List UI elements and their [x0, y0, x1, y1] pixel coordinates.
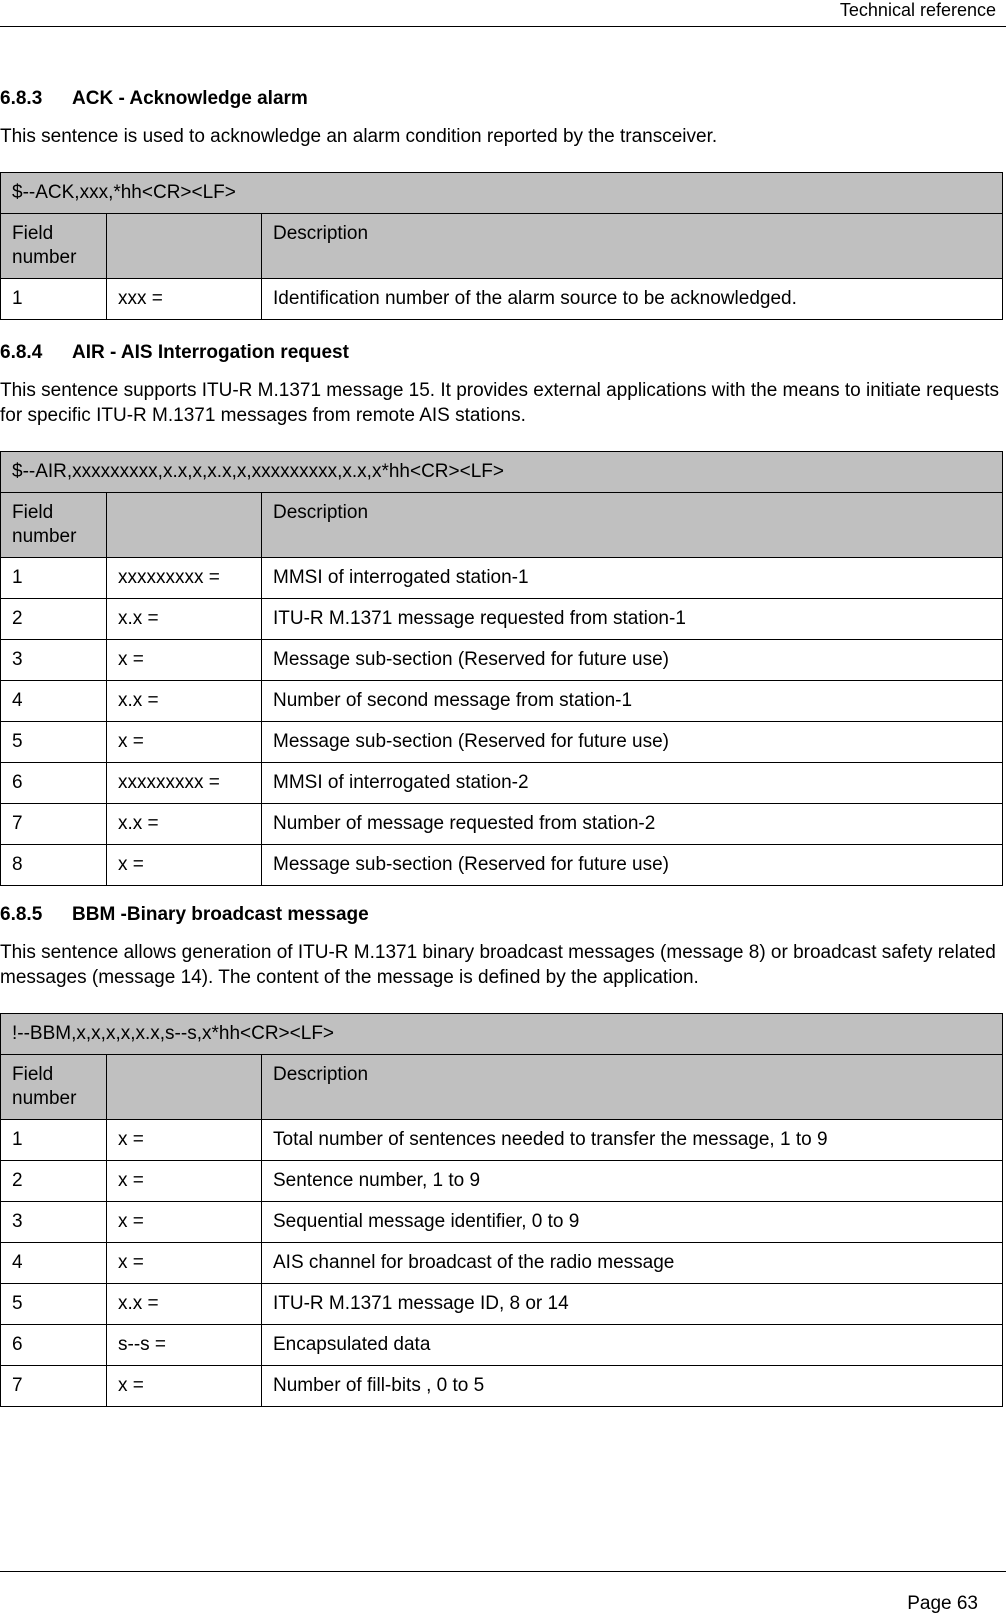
table-row [1, 1161, 1003, 1202]
field-description: Message sub-section (Reserved for future use) [262, 640, 1003, 681]
header-field-number: Field number [1, 493, 107, 558]
field-format: x.x = [107, 1284, 262, 1325]
field-description: Message sub-section (Reserved for future use) [262, 722, 1003, 763]
table-row [1, 722, 1003, 763]
header-blank [107, 214, 262, 279]
field-description: AIS channel for broadcast of the radio message [262, 1243, 1003, 1284]
section-number: 6.8.3 [0, 88, 43, 109]
field-format: x = [107, 1243, 262, 1284]
header-description: Description [262, 1055, 1003, 1120]
field-format: x.x = [107, 599, 262, 640]
field-format: xxx = [107, 279, 262, 320]
field-description: Number of message requested from station-2 [262, 804, 1003, 845]
running-header: Technical reference [839, 0, 996, 20]
field-description: ITU-R M.1371 message ID, 8 or 14 [262, 1284, 1003, 1325]
table-row [1, 763, 1003, 804]
table-row [1, 681, 1003, 722]
field-number: 4 [1, 1243, 107, 1284]
table-row [1, 1325, 1003, 1366]
field-number: 2 [1, 599, 107, 640]
sentence-syntax: $--ACK,xxx,*hh<CR><LF> [1, 173, 1003, 214]
field-format: x.x = [107, 804, 262, 845]
field-number: 8 [1, 845, 107, 886]
field-number: 1 [1, 279, 107, 320]
footer-divider [0, 1571, 1006, 1572]
syntax-row [1, 173, 1003, 214]
field-format: x = [107, 640, 262, 681]
table-row [1, 1243, 1003, 1284]
table-row [1, 640, 1003, 681]
field-format: x = [107, 1161, 262, 1202]
field-format: xxxxxxxxx = [107, 763, 262, 804]
header-divider [0, 26, 1006, 27]
field-description: Number of second message from station-1 [262, 681, 1003, 722]
table-row [1, 1120, 1003, 1161]
section-number: 6.8.4 [0, 342, 43, 363]
field-description: Sequential message identifier, 0 to 9 [262, 1202, 1003, 1243]
field-number: 3 [1, 1202, 107, 1243]
table-row [1, 599, 1003, 640]
sentence-table [0, 451, 1003, 886]
table-row [1, 558, 1003, 599]
field-number: 6 [1, 763, 107, 804]
page-number: Page 63 [907, 1593, 978, 1614]
field-number: 1 [1, 1120, 107, 1161]
field-description: MMSI of interrogated station-2 [262, 763, 1003, 804]
header-description: Description [262, 493, 1003, 558]
section-intro: This sentence is used to acknowledge an alarm condition reported by the transceiver. [0, 126, 718, 147]
field-description: Identification number of the alarm source to be acknowledged. [262, 279, 1003, 320]
table-row [1, 1284, 1003, 1325]
table-header-row [1, 1055, 1003, 1120]
field-description: Message sub-section (Reserved for future use) [262, 845, 1003, 886]
field-number: 7 [1, 1366, 107, 1407]
header-description: Description [262, 214, 1003, 279]
section-6-8-4 [0, 342, 1003, 886]
table-row [1, 279, 1003, 320]
field-number: 1 [1, 558, 107, 599]
section-6-8-5 [0, 904, 1003, 1407]
table-row [1, 1202, 1003, 1243]
sentence-table [0, 172, 1003, 320]
field-number: 5 [1, 722, 107, 763]
field-format: xxxxxxxxx = [107, 558, 262, 599]
field-format: x.x = [107, 681, 262, 722]
syntax-row [1, 1014, 1003, 1055]
field-format: s--s = [107, 1325, 262, 1366]
field-format: x = [107, 1120, 262, 1161]
field-description: Total number of sentences needed to transfer the message, 1 to 9 [262, 1120, 1003, 1161]
section-heading [0, 88, 1003, 110]
field-description: ITU-R M.1371 message requested from station-1 [262, 599, 1003, 640]
field-number: 7 [1, 804, 107, 845]
table-row [1, 804, 1003, 845]
table-row [1, 845, 1003, 886]
field-description: MMSI of interrogated station-1 [262, 558, 1003, 599]
section-number: 6.8.5 [0, 904, 43, 925]
header-field-number: Field number [1, 214, 107, 279]
field-number: 2 [1, 1161, 107, 1202]
field-format: x = [107, 1366, 262, 1407]
field-number: 4 [1, 681, 107, 722]
field-format: x = [107, 845, 262, 886]
section-heading [0, 904, 1003, 926]
sentence-syntax: $--AIR,xxxxxxxxx,x.x,x,x.x,x,xxxxxxxxx,x.x,x*hh<CR><LF> [1, 452, 1003, 493]
field-description: Sentence number, 1 to 9 [262, 1161, 1003, 1202]
field-number: 6 [1, 1325, 107, 1366]
field-description: Number of fill-bits , 0 to 5 [262, 1366, 1003, 1407]
field-format: x = [107, 722, 262, 763]
syntax-row [1, 452, 1003, 493]
sentence-syntax: !--BBM,x,x,x,x,x.x,s--s,x*hh<CR><LF> [1, 1014, 1003, 1055]
field-description: Encapsulated data [262, 1325, 1003, 1366]
table-header-row [1, 214, 1003, 279]
section-heading [0, 342, 1003, 364]
section-intro: This sentence allows generation of ITU-R M.1371 binary broadcast messages (message 8) or broadcast safety related messages (message 14). The content of the message is defined by the application. [0, 942, 996, 988]
section-title: BBM -Binary broadcast message [72, 904, 369, 925]
section-6-8-3 [0, 88, 1003, 320]
table-header-row [1, 493, 1003, 558]
section-title: ACK - Acknowledge alarm [72, 88, 308, 109]
field-number: 3 [1, 640, 107, 681]
field-number: 5 [1, 1284, 107, 1325]
section-intro: This sentence supports ITU-R M.1371 message 15. It provides external applications with the means to initiate requests for specific ITU-R M.1371 messages from remote AIS stations. [0, 380, 1000, 426]
table-row [1, 1366, 1003, 1407]
header-field-number: Field number [1, 1055, 107, 1120]
header-blank [107, 1055, 262, 1120]
sentence-table [0, 1013, 1003, 1407]
field-format: x = [107, 1202, 262, 1243]
header-blank [107, 493, 262, 558]
section-title: AIR - AIS Interrogation request [72, 342, 349, 363]
